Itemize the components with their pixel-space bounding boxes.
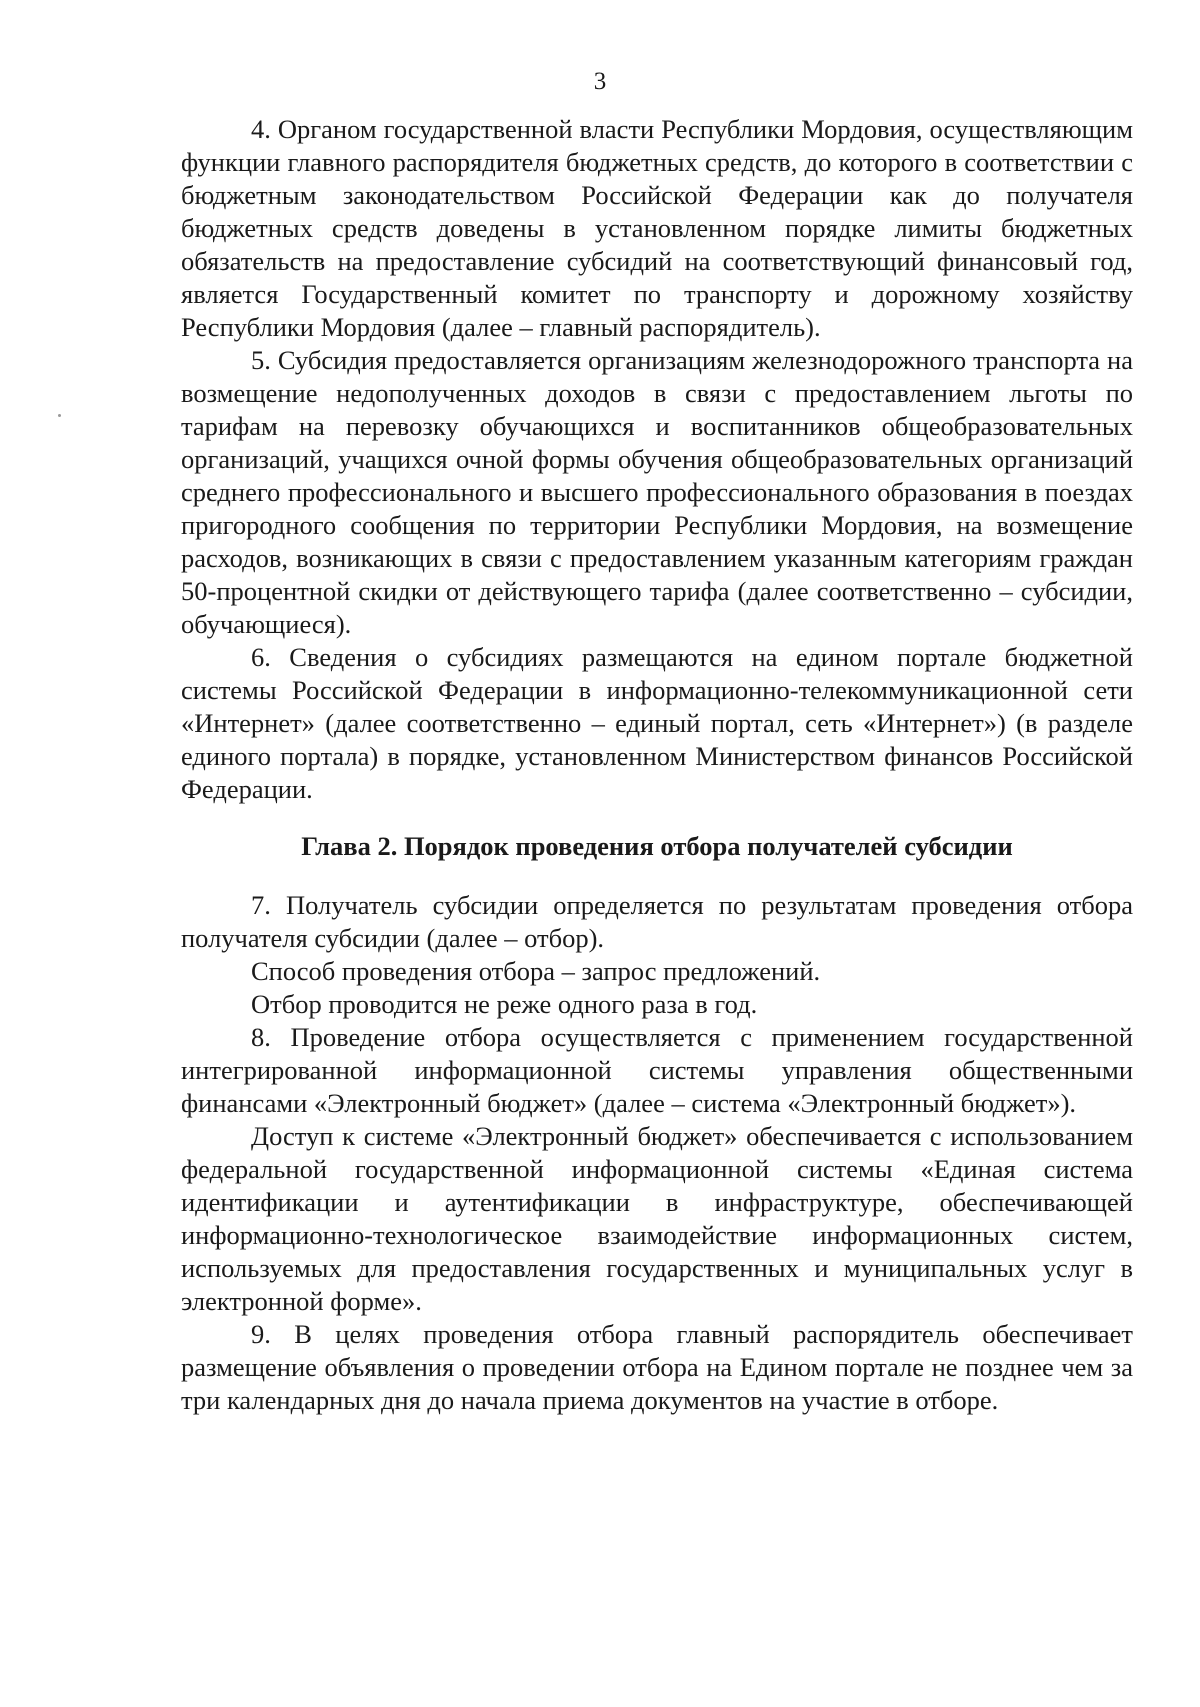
paragraph-6: 6. Сведения о субсидиях размещаются на едином портале бюджетной системы Российской Федерации в информационно-телекоммуникационной сети «Интернет» (далее соответственно – единый портал, сеть «Интернет») (в разделе единого портала) в порядке, установленном Министерством финансов Российской Федерации. [181,642,1133,804]
paragraph-8: 8. Проведение отбора осуществляется с применением государственной интегрированной информационной системы управления общественными финансами «Электронный бюджет» (далее – система «Электронный бюджет»). [181,1022,1133,1118]
paragraph-4: 4. Органом государственной власти Республики Мордовия, осуществляющим функции главного распорядителя бюджетных средств, до которого в соответствии с бюджетным законодательством Российской Федерации как до получателя бюджетных средств доведены в установленном порядке лимиты бюджетных обязательств на предоставление субсидий на соответствующий финансовый год, является Государственный комитет по транспорту и дорожному хозяйству Республики Мордовия (далее – главный распорядитель). [181,114,1133,342]
paragraph-5: 5. Субсидия предоставляется организациям железнодорожного транспорта на возмещение недополученных доходов в связи с предоставлением льготы по тарифам на перевозку обучающихся и воспитанников общеобразовательных организаций, учащихся очной формы обучения общеобразовательных организаций среднего профессионального и высшего профессионального образования в поездах пригородного сообщения по территории Республики Мордовия, на возмещение расходов, возникающих в связи с предоставлением указанным категориям граждан 50-процентной скидки от действующего тарифа (далее соответственно – субсидии, обучающиеся). [181,345,1133,639]
paragraph-selection-frequency: Отбор проводится не реже одного раза в год. [251,989,758,1019]
paragraph-7: 7. Получатель субсидии определяется по результатам проведения отбора получателя субсидии (далее – отбор). [181,890,1133,953]
paragraph-9: 9. В целях проведения отбора главный распорядитель обеспечивает размещение объявления о проведении отбора на Едином портале не позднее чем за три календарных дня до начала приема документов на участие в отборе. [181,1319,1133,1415]
scan-speck [58,414,61,417]
paragraph-selection-method: Способ проведения отбора – запрос предложений. [251,956,821,986]
chapter-title: Глава 2. Порядок проведения отбора получателей субсидии [301,831,1013,861]
paragraph-access: Доступ к системе «Электронный бюджет» обеспечивается с использованием федеральной государственной информационной системы «Единая система идентификации и аутентификации в инфраструктуре, обеспечивающей информационно-технологическое взаимодействие информационных систем, используемых для предоставления государственных и муниципальных услуг в электронной форме». [181,1121,1133,1316]
page-number: 3 [593,68,607,95]
document-body [181,113,1133,1417]
